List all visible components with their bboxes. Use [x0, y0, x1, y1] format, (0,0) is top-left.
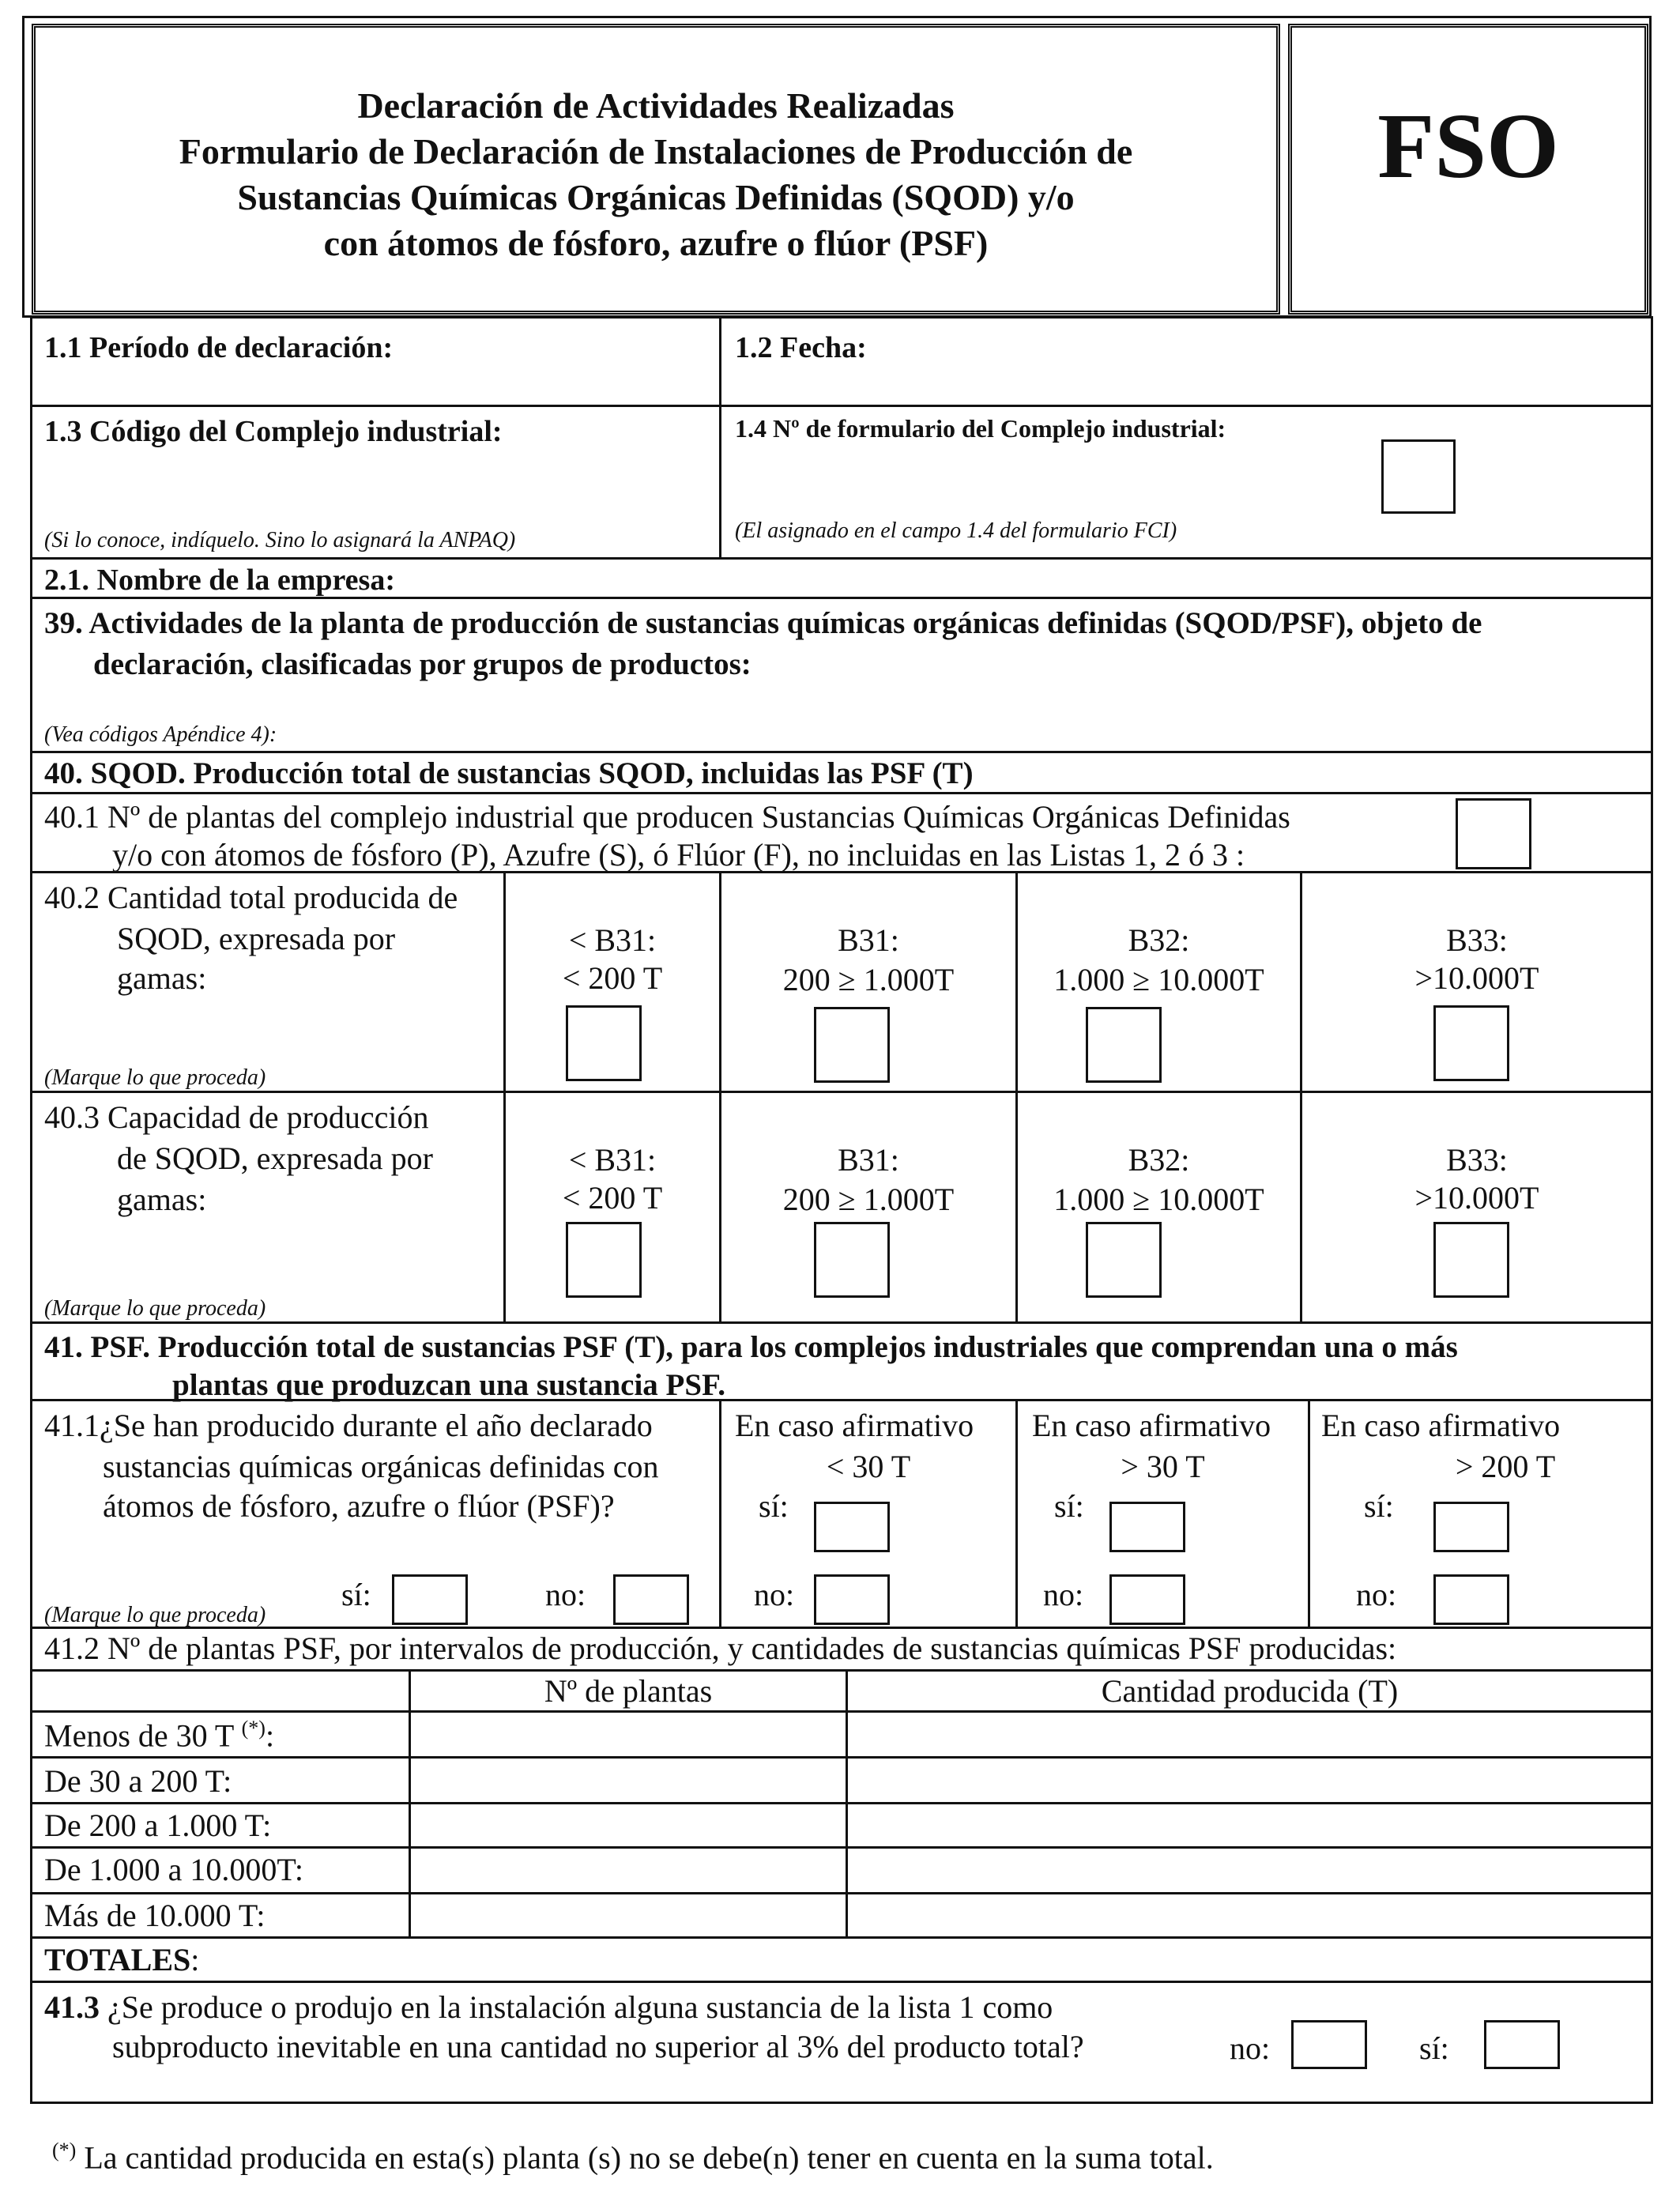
field-1-4-label: 1.4 Nº de formulario del Complejo industrial: [735, 414, 1226, 443]
q-40-3-range-4-checkbox[interactable] [1433, 1222, 1509, 1298]
q-40-3-range-3-code: B32: [1128, 1142, 1190, 1178]
rule [32, 792, 1652, 794]
rule [1308, 1399, 1310, 1627]
field-1-2-label: 1.2 Fecha: [735, 331, 867, 364]
rule [32, 1981, 1652, 1983]
rule [32, 751, 1652, 753]
table-totals-label [44, 1941, 199, 1978]
table-row-label: Más de 10.000 T: [44, 1898, 266, 1933]
q-40-2-range-4-value: >10.000T [1414, 960, 1539, 996]
rule [32, 1710, 1652, 1713]
q-40-3-range-3-value: 1.000 ≥ 10.000T [1053, 1182, 1264, 1217]
q-41-2-label: 41.2 Nº de plantas PSF, por intervalos de producción, y cantidades de sustancias químicas PSF producidas: [44, 1630, 1397, 1666]
case-2-label: En caso afirmativo [1032, 1408, 1271, 1443]
case-2-no-checkbox[interactable] [1109, 1574, 1185, 1625]
q-40-2-line-3: gamas: [117, 960, 207, 996]
rule [32, 1091, 1652, 1093]
q-41-3-no-label: no: [1230, 2030, 1271, 2066]
q-41-1-line-3: átomos de fósforo, azufre o flúor (PSF)? [103, 1488, 615, 1524]
footnote-mark: (*) [52, 2139, 77, 2162]
q-40-3-range-2-checkbox[interactable] [814, 1222, 890, 1298]
rule [32, 1321, 1652, 1324]
q-40-3-line-2: de SQOD, expresada por [117, 1140, 433, 1176]
q-40-3-line-1: 40.3 Capacidad de producción [44, 1099, 429, 1135]
rule [32, 1802, 1652, 1804]
totals-colon: : [190, 1942, 200, 1977]
q-40-2-range-1-value: < 200 T [562, 960, 663, 996]
case-3-si-label: sí: [1364, 1488, 1394, 1524]
field-1-3-note: (Si lo conoce, indíquelo. Sino lo asignará la ANPAQ) [44, 528, 516, 552]
q-40-3-range-1-code: < B31: [568, 1142, 657, 1178]
table-header-plants: Nº de plantas [544, 1673, 713, 1709]
table-row-label: De 1.000 a 10.000T: [44, 1852, 303, 1887]
field-1-4-checkbox[interactable] [1381, 439, 1456, 514]
case-3-label: En caso afirmativo [1321, 1408, 1561, 1443]
rule [1015, 1399, 1018, 1627]
q-40-3-line-3: gamas: [117, 1182, 207, 1217]
q-40-3-range-2-code: B31: [838, 1142, 899, 1178]
rule [719, 316, 721, 557]
table-row-label [44, 1717, 274, 1754]
field-1-1-label: 1.1 Período de declaración: [44, 331, 394, 364]
q-40-3-note: (Marque lo que proceda) [44, 1296, 266, 1321]
q-40-3-range-4-value: >10.000T [1414, 1180, 1539, 1216]
case-2-range: > 30 T [1121, 1449, 1205, 1484]
title-box [32, 24, 1280, 315]
title-line-2: Formulario de Declaración de Instalaciones de Producción de [179, 131, 1133, 172]
q-40-2-note: (Marque lo que proceda) [44, 1065, 266, 1090]
q-40-2-range-2-code: B31: [838, 922, 899, 958]
title-line-3: Sustancias Químicas Orgánicas Definidas (SQOD) y/o [237, 177, 1075, 217]
q-40-1-line-2: y/o con átomos de fósforo (P), Azufre (S), ó Flúor (F), no incluidas en las Listas 1, 2 ó 3 : [112, 837, 1245, 873]
rule [32, 1669, 1652, 1672]
rule [32, 1756, 1652, 1759]
case-1-no-label: no: [754, 1577, 795, 1612]
rule [719, 1399, 721, 1627]
case-3-range: > 200 T [1455, 1449, 1556, 1484]
q-41-3-si-checkbox[interactable] [1484, 2020, 1560, 2069]
case-1-label: En caso afirmativo [735, 1408, 974, 1443]
case-2-si-label: sí: [1054, 1488, 1084, 1524]
q-40-2-line-2: SQOD, expresada por [117, 921, 396, 956]
q-40-2-range-4-code: B33: [1446, 922, 1508, 958]
q-40-2-range-2-checkbox[interactable] [814, 1007, 890, 1083]
case-3-no-checkbox[interactable] [1433, 1574, 1509, 1625]
q-40-2-range-3-checkbox[interactable] [1086, 1007, 1162, 1083]
q-40-3-range-3-checkbox[interactable] [1086, 1222, 1162, 1298]
case-1-range: < 30 T [826, 1449, 911, 1484]
section-41-title-line-1: 41. PSF. Producción total de sustancias PSF (T), para los complejos industriales que comprendan una o más [44, 1330, 1458, 1364]
section-40-title: 40. SQOD. Producción total de sustancias SQOD, incluidas las PSF (T) [44, 756, 974, 790]
form-code-box [1288, 24, 1648, 315]
section-41-title-line-2: plantas que produzcan una sustancia PSF. [172, 1368, 726, 1402]
q-41-3-si-label: sí: [1419, 2030, 1449, 2066]
q-40-3-range-2-value: 200 ≥ 1.000T [782, 1182, 955, 1217]
q-40-3-range-1-checkbox[interactable] [566, 1222, 642, 1298]
field-2-1-label: 2.1. Nombre de la empresa: [44, 564, 395, 597]
asterisk-mark: (*) [241, 1717, 266, 1740]
q-41-3-number: 41.3 [44, 1989, 100, 2025]
q-40-3-range-1-value: < 200 T [562, 1180, 663, 1216]
section-39-line-2: declaración, clasificadas por grupos de productos: [93, 647, 751, 681]
rule [32, 557, 1652, 560]
row-label-colon: : [265, 1717, 275, 1754]
q-41-1-no-checkbox[interactable] [613, 1574, 689, 1625]
footnote-text: La cantidad producida en esta(s) planta (s) no se debe(n) tener en cuenta en la suma total. [84, 2139, 1214, 2176]
table-row-label: De 200 a 1.000 T: [44, 1808, 272, 1843]
q-41-1-line-2: sustancias químicas orgánicas definidas con [103, 1449, 659, 1484]
q-40-2-range-3-code: B32: [1128, 922, 1190, 958]
rule [32, 1846, 1652, 1849]
q-40-2-range-4-checkbox[interactable] [1433, 1005, 1509, 1081]
totals-text: TOTALES [44, 1942, 191, 1977]
title-line-4: con átomos de fósforo, azufre o flúor (PSF) [323, 223, 989, 263]
footnote [52, 2139, 1214, 2176]
field-1-4-note: (El asignado en el campo 1.4 del formulario FCI) [735, 518, 1177, 543]
section-39-note: (Vea códigos Apéndice 4): [44, 722, 277, 747]
form-code: FSO [1377, 94, 1559, 198]
title-line-1: Declaración de Actividades Realizadas [357, 85, 955, 126]
case-3-si-checkbox[interactable] [1433, 1502, 1509, 1552]
q-41-3-no-checkbox[interactable] [1291, 2020, 1367, 2069]
rule [32, 405, 1652, 407]
rule [32, 1892, 1652, 1894]
q-41-1-line-1: 41.1¿Se han producido durante el año declarado [44, 1408, 653, 1443]
case-1-si-label: sí: [759, 1488, 789, 1524]
q-41-1-si-label: sí: [341, 1577, 371, 1612]
q-41-1-si-checkbox[interactable] [392, 1574, 468, 1625]
table-header-quantity: Cantidad producida (T) [1101, 1673, 1399, 1709]
q-40-2-range-1-checkbox[interactable] [566, 1005, 642, 1081]
q-41-3-line-1 [44, 1989, 1053, 2026]
q-41-1-no-label: no: [545, 1577, 586, 1612]
case-1-si-checkbox[interactable] [814, 1502, 890, 1552]
case-3-no-label: no: [1356, 1577, 1397, 1612]
q-41-3-text: ¿Se produce o produjo en la instalación alguna sustancia de la lista 1 como [107, 1989, 1053, 2025]
q-40-2-range-3-value: 1.000 ≥ 10.000T [1053, 962, 1264, 997]
q-40-1-checkbox[interactable] [1456, 798, 1531, 869]
q-41-3-line-2: subproducto inevitable en una cantidad no superior al 3% del producto total? [112, 2029, 1084, 2064]
q-40-3-range-4-code: B33: [1446, 1142, 1508, 1178]
case-2-no-label: no: [1043, 1577, 1084, 1612]
q-40-2-line-1: 40.2 Cantidad total producida de [44, 880, 458, 915]
case-2-si-checkbox[interactable] [1109, 1502, 1185, 1552]
rule [32, 1936, 1652, 1939]
q-40-2-range-2-value: 200 ≥ 1.000T [782, 962, 955, 997]
q-40-2-range-1-code: < B31: [568, 922, 657, 958]
table-row-label-text: Menos de 30 T [44, 1717, 234, 1754]
table-row-label: De 30 a 200 T: [44, 1763, 232, 1799]
field-1-3-label: 1.3 Código del Complejo industrial: [44, 415, 503, 448]
q-41-1-note: (Marque lo que proceda) [44, 1603, 266, 1627]
case-1-no-checkbox[interactable] [814, 1574, 890, 1625]
section-39-line-1: 39. Actividades de la planta de producción de sustancias químicas orgánicas definidas (SQOD/PSF), objeto de [44, 606, 1482, 640]
rule [32, 1627, 1652, 1629]
q-40-1-line-1: 40.1 Nº de plantas del complejo industrial que producen Sustancias Químicas Orgánicas Definidas [44, 799, 1290, 835]
